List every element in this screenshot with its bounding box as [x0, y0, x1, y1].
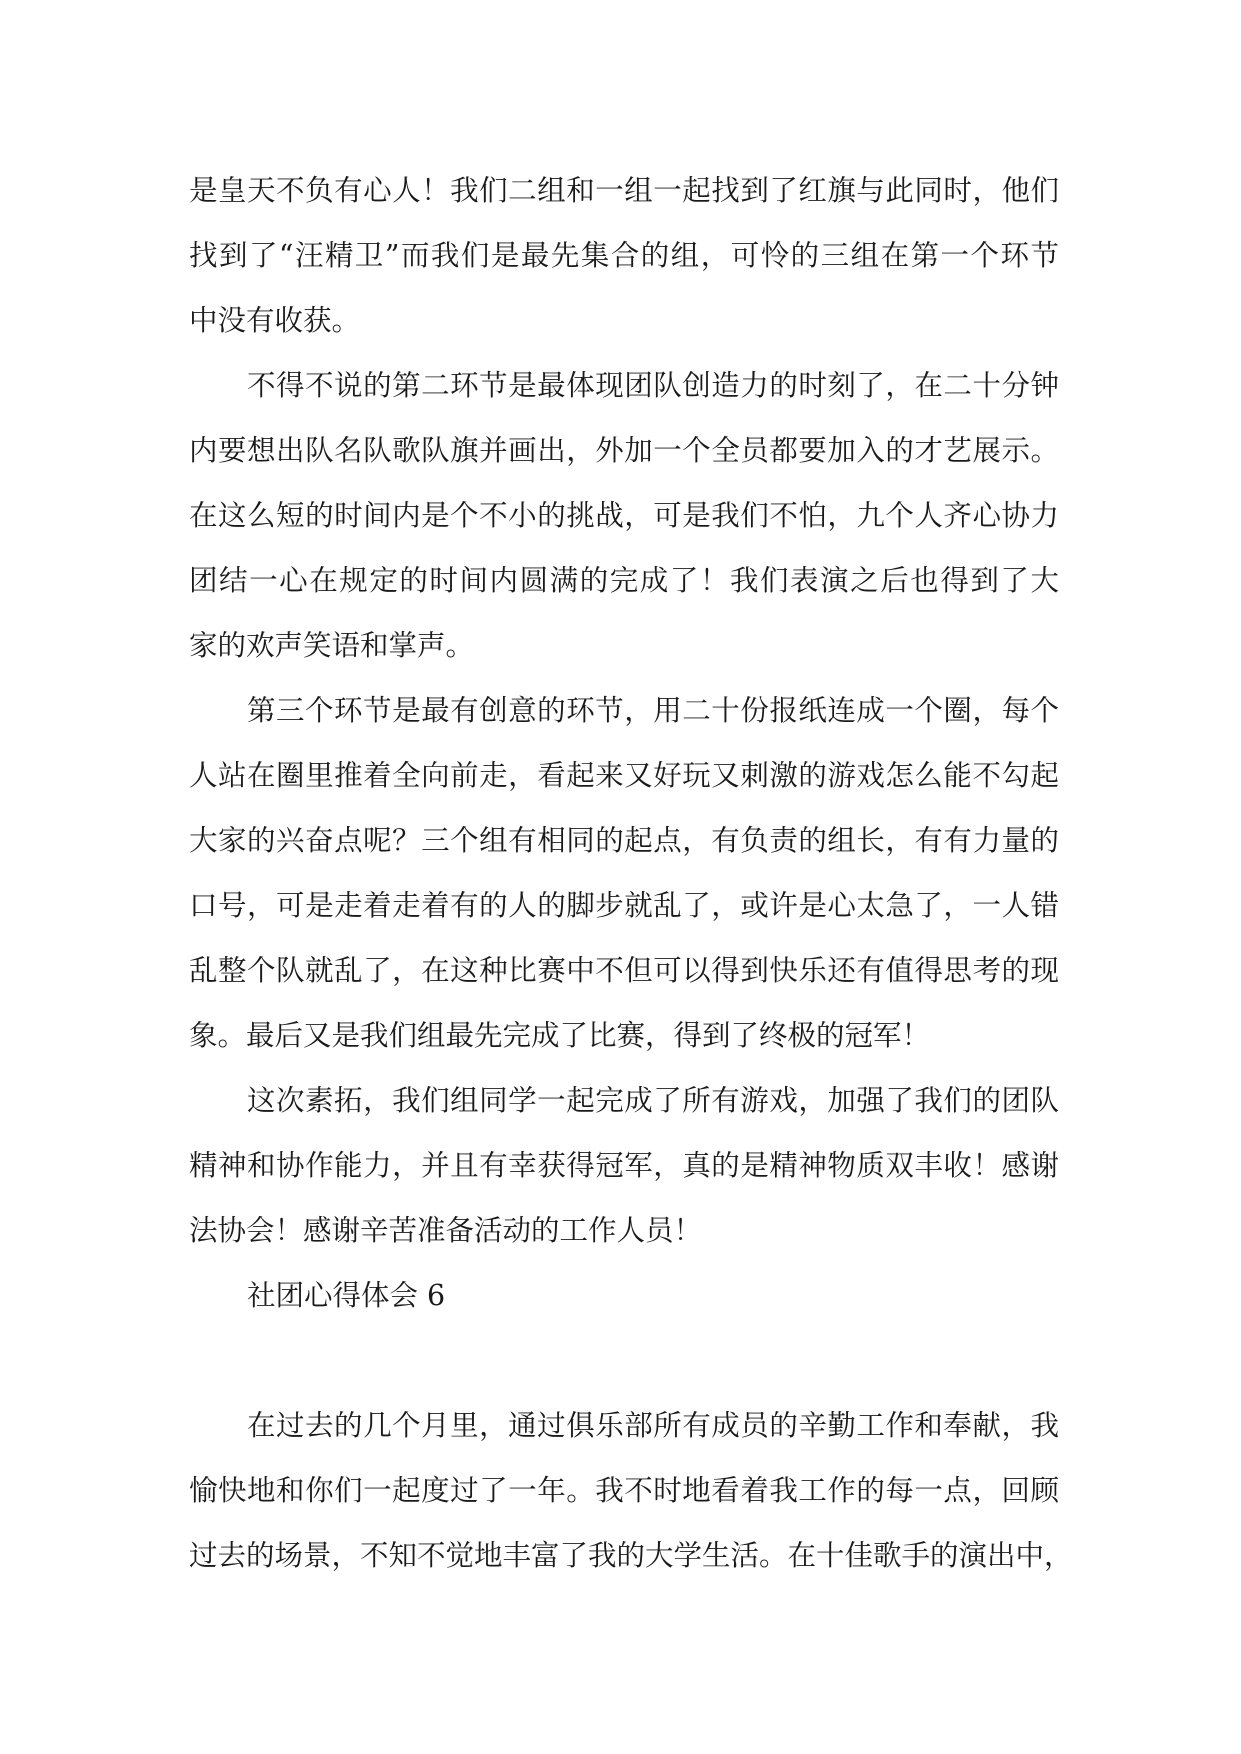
text-line: 是皇天不负有心人！我们二组和一组一起找到了红旗与此同时，他们 — [189, 174, 1059, 207]
text-line: 找到了“汪精卫”而我们是最先集合的组，可怜的三组在第一个环节 — [189, 239, 1059, 272]
text-line: 愉快地和你们一起度过了一年。我不时地看着我工作的每一点，回顾 — [189, 1474, 1059, 1507]
text-line: 团结一心在规定的时间内圆满的完成了！我们表演之后也得到了大 — [189, 564, 1059, 597]
text-line: 在这么短的时间内是个不小的挑战，可是我们不怕，九个人齐心协力 — [189, 499, 1059, 532]
text-line: 精神和协作能力，并且有幸获得冠军，真的是精神物质双丰收！感谢 — [189, 1149, 1059, 1182]
text-line: 乱整个队就乱了，在这种比赛中不但可以得到快乐还有值得思考的现 — [189, 954, 1059, 987]
text-line: 第三个环节是最有创意的环节，用二十份报纸连成一个圈，每个 — [247, 694, 1059, 727]
text-line: 象。最后又是我们组最先完成了比赛，得到了终极的冠军！ — [189, 1019, 931, 1052]
blank-line — [189, 1328, 1059, 1393]
paragraph — [189, 1068, 1059, 1263]
paragraph — [189, 158, 1059, 353]
text-line: 过去的场景，不知不觉地丰富了我的大学生活。在十佳歌手的演出中， — [189, 1539, 1073, 1572]
text-line: 这次素拓，我们组同学一起完成了所有游戏，加强了我们的团队 — [247, 1084, 1059, 1117]
text-line: 内要想出队名队歌队旗并画出，外加一个全员都要加入的才艺展示。 — [189, 434, 1059, 467]
text-line: 人站在圈里推着全向前走，看起来又好玩又刺激的游戏怎么能不勾起 — [189, 759, 1059, 792]
text-line: 不得不说的第二环节是最体现团队创造力的时刻了，在二十分钟 — [247, 369, 1059, 402]
text-line: 家的欢声笑语和掌声。 — [189, 629, 475, 662]
section-heading: 社团心得体会 6 — [247, 1279, 446, 1312]
text-line: 法协会！感谢辛苦准备活动的工作人员！ — [189, 1214, 703, 1247]
text-line: 中没有收获。 — [189, 304, 361, 337]
paragraph — [189, 1393, 1073, 1588]
document-body — [189, 158, 1073, 1588]
paragraph — [189, 353, 1059, 678]
text-line: 口号，可是走着走着有的人的脚步就乱了，或许是心太急了，一人错 — [189, 889, 1059, 922]
text-line: 大家的兴奋点呢？三个组有相同的起点，有负责的组长，有有力量的 — [189, 824, 1059, 857]
text-line: 在过去的几个月里，通过俱乐部所有成员的辛勤工作和奉献，我 — [247, 1409, 1059, 1442]
paragraph — [189, 678, 1059, 1068]
